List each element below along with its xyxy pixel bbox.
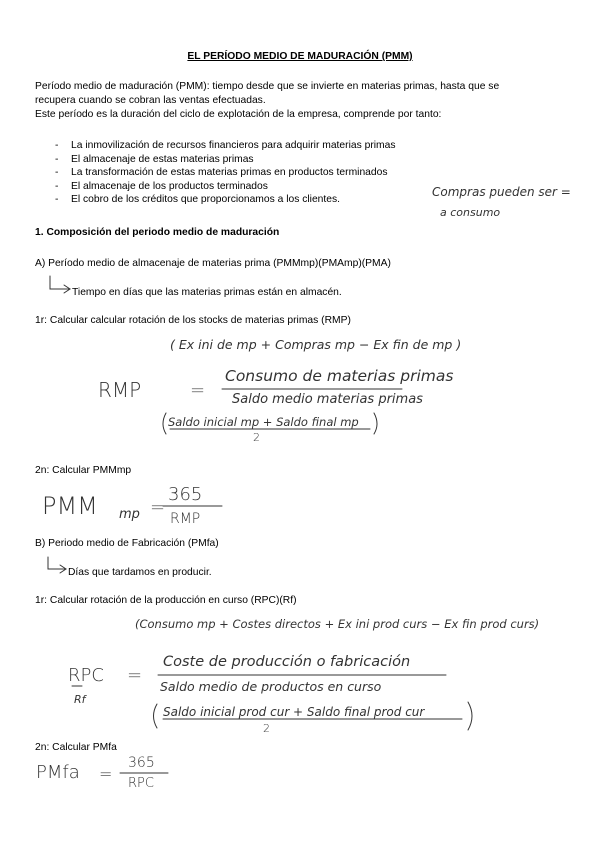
equals-sign: = xyxy=(150,497,166,518)
rmp-denominator: Saldo medio materias primas xyxy=(232,392,423,407)
part-a-step1: 1r: Calcular calcular rotación de los stocks de materias primas (RMP) xyxy=(35,315,351,326)
arrow-icon xyxy=(50,276,70,289)
pmfa-denominator: RPC xyxy=(128,776,154,791)
part-b-heading: B) Periodo medio de Fabricación (PMfa) xyxy=(35,538,219,549)
list-item: - La transformación de estas materias primas en productos terminados xyxy=(55,166,396,180)
equals-sign: = xyxy=(127,665,143,686)
bullet-list xyxy=(55,139,396,207)
rpc-avg-denominator: 2 xyxy=(263,722,270,735)
rpc-avg-numerator: Saldo inicial prod cur + Saldo final prod cur xyxy=(163,705,425,719)
part-b-desc: Días que tardamos en producir. xyxy=(68,567,212,578)
rpc-lhs: RPC xyxy=(68,665,104,686)
part-a-desc: Tiempo en días que las materias primas están en almacén. xyxy=(72,287,342,298)
intro-line-3: Este período es la duración del ciclo de explotación de la empresa, comprende por tanto: xyxy=(35,109,442,120)
consumo-note: ( Ex ini de mp + Compras mp − Ex fin de mp ) xyxy=(170,337,462,352)
pmfa-lhs: PMfa xyxy=(36,762,80,783)
arrow-icon xyxy=(64,285,70,293)
section-heading: 1. Composición del periodo medio de maduración xyxy=(35,227,280,238)
rpc-denominator: Saldo medio de productos en curso xyxy=(160,679,382,694)
rmp-avg-denominator: 2 xyxy=(253,431,260,444)
part-a-heading: A) Período medio de almacenaje de materias prima (PMMmp)(PMAmp)(PMA) xyxy=(35,258,391,269)
intro-line-1: Período medio de maduración (PMM): tiempo desde que se invierte en materias primas, hasta que se xyxy=(35,81,500,92)
list-item: - La inmovilización de recursos financieros para adquirir materias primas xyxy=(55,139,396,153)
part-b-step2: 2n: Calcular PMfa xyxy=(35,742,117,753)
paren-right xyxy=(374,413,377,434)
part-b-step1: 1r: Calcular rotación de la producción en curso (RPC)(Rf) xyxy=(35,595,297,606)
coste-note: (Consumo mp + Costes directos + Ex ini prod curs − Ex fin prod curs) xyxy=(135,617,540,631)
list-item: - El cobro de los créditos que proporcionamos a los clientes. xyxy=(55,193,396,207)
equals-sign: = xyxy=(99,764,113,783)
part-a-step2: 2n: Calcular PMMmp xyxy=(35,465,132,476)
rmp-numerator: Consumo de materias primas xyxy=(225,367,454,385)
page-title: EL PERÍODO MEDIO DE MADURACIÓN (PMM) xyxy=(187,51,413,62)
paren-left xyxy=(154,704,158,728)
arrow-icon xyxy=(48,557,66,569)
pmm-subscript: mp xyxy=(119,507,140,522)
pmm-numerator: 365 xyxy=(168,484,203,505)
equals-sign: = xyxy=(190,380,206,401)
rmp-avg-numerator: Saldo inicial mp + Saldo final mp xyxy=(168,415,359,429)
paren-right xyxy=(468,702,472,730)
pmfa-numerator: 365 xyxy=(128,755,155,771)
rf-lhs: Rf xyxy=(74,693,86,706)
paren-left xyxy=(163,413,166,434)
list-item: - El almacenaje de los productos terminados xyxy=(55,180,396,194)
list-item: - El almacenaje de estas materias primas xyxy=(55,153,396,167)
rpc-numerator: Coste de producción o fabricación xyxy=(163,654,411,670)
rmp-lhs: RMP xyxy=(98,378,142,402)
side-note-line-1: Compras pueden ser = xyxy=(432,185,571,199)
pmm-denominator: RMP xyxy=(170,511,201,527)
arrow-icon xyxy=(60,565,66,573)
intro-line-2: recupera cuando se cobran las ventas efectuadas. xyxy=(35,95,266,106)
pmm-lhs: PMM xyxy=(42,492,98,520)
side-note-line-2: a consumo xyxy=(440,206,501,219)
